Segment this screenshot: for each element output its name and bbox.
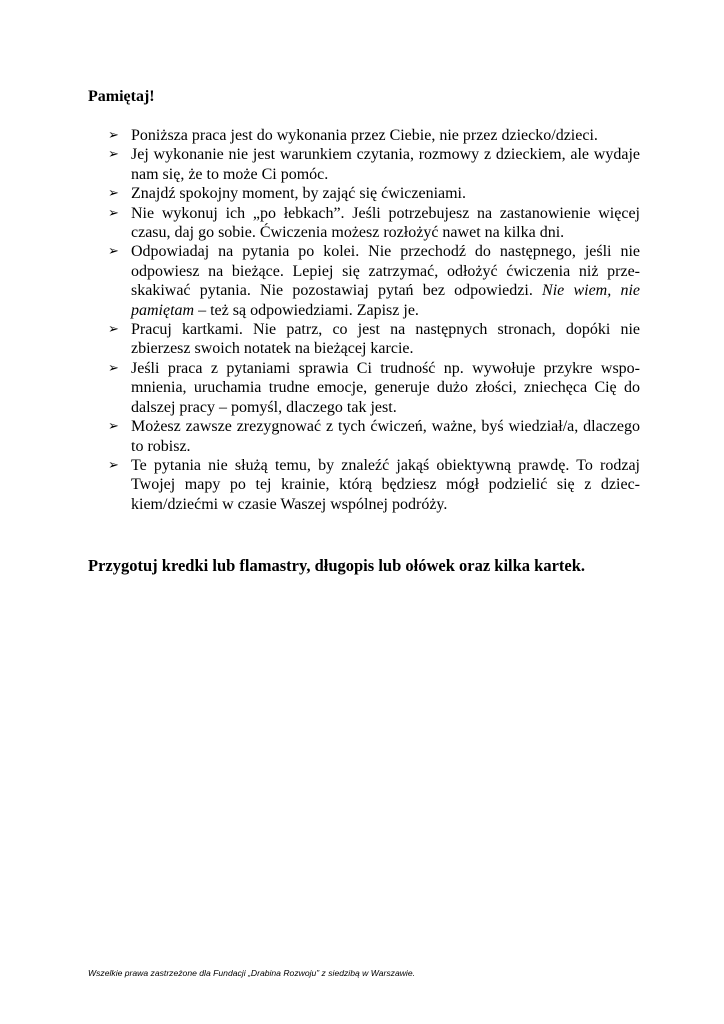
prepare-instruction: Przygotuj kredki lub flamastry, długopis lub ołówek oraz kilka kartek. (88, 556, 586, 575)
list-item (108, 184, 640, 203)
list-item-text: Możesz zawsze zrezygnować z tych ćwiczeń, ważne, byś wiedział/a, dlaczego to robisz. (131, 418, 640, 455)
list-item (108, 126, 640, 145)
arrow-bullet-icon: ➢ (108, 457, 119, 473)
arrow-bullet-icon: ➢ (108, 244, 119, 260)
page-heading: Pamiętaj! (88, 88, 155, 105)
list-item (108, 204, 640, 243)
list-item (108, 242, 640, 320)
reminder-list (108, 126, 640, 514)
list-item (108, 145, 640, 184)
list-item-text: Te pytania nie służą temu, by znaleźć jakąś obiektywną prawdę. To rodzaj Twojej mapy po tej krainie, którą będziesz mógł podzielić się z dzieckiem/dziećmi w czasie Waszej wspólnej podróży. (131, 456, 640, 513)
list-item-text: Znajdź spokojny moment, by zająć się ćwiczeniami. (131, 185, 466, 203)
list-item-text: Nie wykonuj ich „po łebkach”. Jeśli potrzebujesz na zastanowienie więcej czasu, daj go sobie. Ćwiczenia możesz rozłożyć nawet na kilka dni. (131, 204, 640, 242)
arrow-bullet-icon: ➢ (108, 322, 119, 338)
list-item-text: Jej wykonanie nie jest warunkiem czytania, rozmowy z dzieckiem, ale wydaje nam się, że to może Ci pomóc. (131, 146, 640, 183)
list-item-text: Pracuj kartkami. Nie patrz, co jest na następnych stronach, dopóki nie zbierzesz swoich notatek na bieżącej karcie. (131, 321, 640, 358)
arrow-bullet-icon: ➢ (108, 147, 119, 163)
list-item-text: Odpowiadaj na pytania po kolei. Nie przechodź do następnego, jeśli nie odpowiesz na bieżące. Lepiej się zatrzymać, odłożyć ćwiczenia niż przeskakiwać pytania. Nie pozostawiaj pytań bez odpowiedzi. (131, 243, 640, 300)
copyright-footer: Wszelkie prawa zastrzeżone dla Fundacji „Drabina Rozwoju” z siedzibą w Warszawie. (88, 968, 416, 978)
list-item (108, 359, 640, 417)
list-item-text: Poniższa praca jest do wykonania przez Ciebie, nie przez dziecko/dzieci. (131, 127, 598, 144)
list-item (108, 456, 640, 514)
arrow-bullet-icon: ➢ (108, 186, 119, 202)
arrow-bullet-icon: ➢ (108, 419, 119, 435)
arrow-bullet-icon: ➢ (108, 128, 119, 143)
list-item-emphasis: Nie wiem, nie pamiętam (131, 282, 640, 319)
arrow-bullet-icon: ➢ (108, 360, 119, 376)
list-item (108, 320, 640, 359)
arrow-bullet-icon: ➢ (108, 205, 119, 221)
list-item-tail: – też są odpowiedziami. Zapisz je. (194, 301, 419, 319)
list-item-text: Jeśli praca z pytaniami sprawia Ci trudność np. wywołuje przykre wspomnienia, uruchamia trudne emocje, generuje dużo złości, zniechęca Cię do dalszej pracy – pomyśl, dlaczego tak jest. (131, 359, 640, 416)
list-item (108, 417, 640, 456)
